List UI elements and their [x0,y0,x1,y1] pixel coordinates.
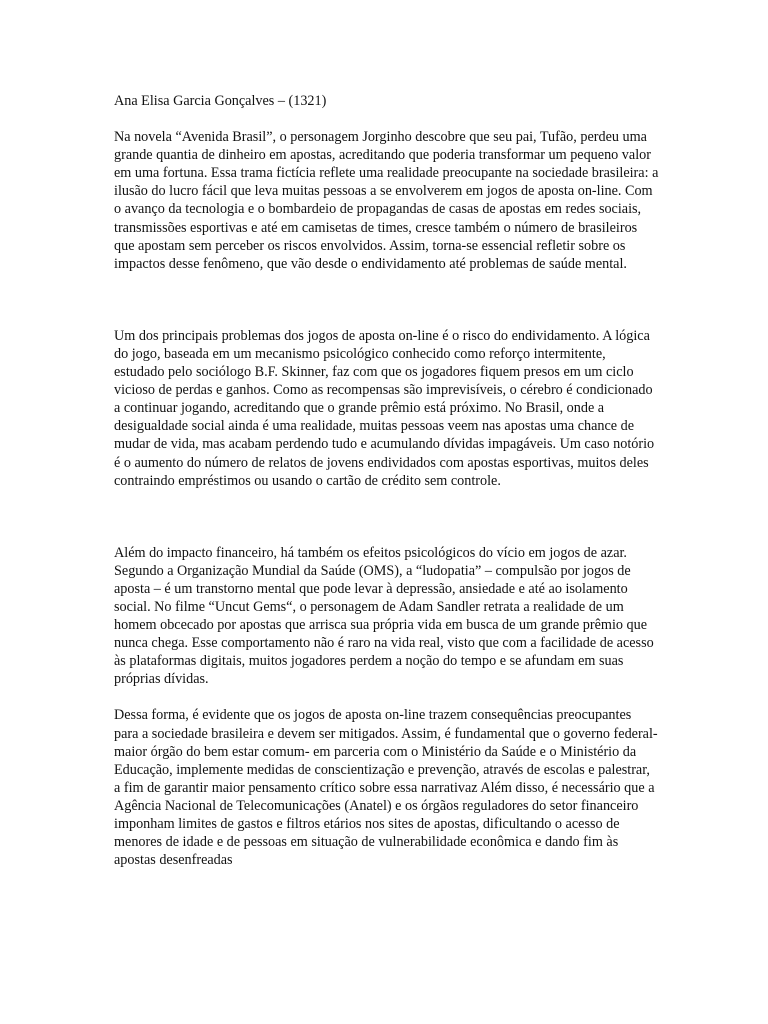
paragraph-development-2: Além do impacto financeiro, há também os efeitos psicológicos do vício em jogos de azar. Segundo a Organização Mundial da Saúde (OMS), a “ludopatia” – compulsão por jogos de aposta – é um transtorno mental que pode levar à depressão, ansiedade e até ao isolamento social. No filme “Uncut Gems“, o personagem de Adam Sandler retrata a realidade de um homem obcecado por apostas que arrisca sua própria vida em busca de um grande prêmio que nunca chega. Esse comportamento não é raro na vida real, visto que com a facilidade de acesso às plataformas digitais, muitos jogadores perdem a noção do tempo e se afundam em suas próprias dívidas. [114,544,654,688]
paragraph-spacer [114,273,659,327]
author-line: Ana Elisa Garcia Gonçalves – (1321) [114,93,327,109]
paragraph-development-1: Um dos principais problemas dos jogos de aposta on-line é o risco do endividamento. A lógica do jogo, baseada em um mecanismo psicológico conhecido como reforço intermitente, estudado pelo sociólogo B.F. Skinner, faz com que os jogadores fiquem presos em um ciclo vicioso de perdas e ganhos. Como as recompensas são imprevisíveis, o cérebro é condicionado a continuar jogando, acreditando que o grande prêmio está próximo. No Brasil, onde a desigualdade social ainda é uma realidade, muitas pessoas veem nas apostas uma chance de mudar de vida, mas acabam perdendo tudo e acumulando dívidas impagáveis. Um caso notório é o aumento do número de relatos de jovens endividados com apostas esportivas, muitos deles contraindo empréstimos ou usando o cartão de crédito sem controle. [114,327,655,489]
paragraph-conclusion: Dessa forma, é evidente que os jogos de aposta on-line trazem consequências preocupantes para a sociedade brasileira e devem ser mitigados. Assim, é fundamental que o governo federal- maior órgão do bem estar comum- em parceria com o Ministério da Saúde e o Ministério da Educação, implemente medidas de conscientização e prevenção, através de escolas e palestrar, a fim de garantir maior pensamento crítico sobre essa narrativaz Além disso, é necessário que a Agência Nacional de Telecomunicações (Anatel) e os órgãos reguladores do setor financeiro imponham limites de gastos e filtros etários nos sites de apostas, dificultando o acesso de menores de idade e de pessoas em situação de vulnerabilidade econômica e dando fim às apostas desenfreadas [114,707,658,869]
paragraph-spacer [114,490,659,544]
document-body [114,92,659,869]
paragraph-introduction: Na novela “Avenida Brasil”, o personagem Jorginho descobre que seu pai, Tufão, perdeu uma grande quantia de dinheiro em apostas, acreditando que poderia transformar um pequeno valor em uma fortuna. Essa trama fictícia reflete uma realidade preocupante na sociedade brasileira: a ilusão do lucro fácil que leva muitas pessoas a se envolverem em jogos de aposta on-line. Com o avanço da tecnologia e o bombardeio de propagandas de casas de apostas em redes sociais, transmissões esportivas e até em camisetas de times, cresce também o número de brasileiros que apostam sem perceber os riscos envolvidos. Assim, torna-se essencial refletir sobre os impactos desse fenômeno, que vão desde o endividamento até problemas de saúde mental. [114,129,659,272]
paragraph-spacer [114,688,659,706]
